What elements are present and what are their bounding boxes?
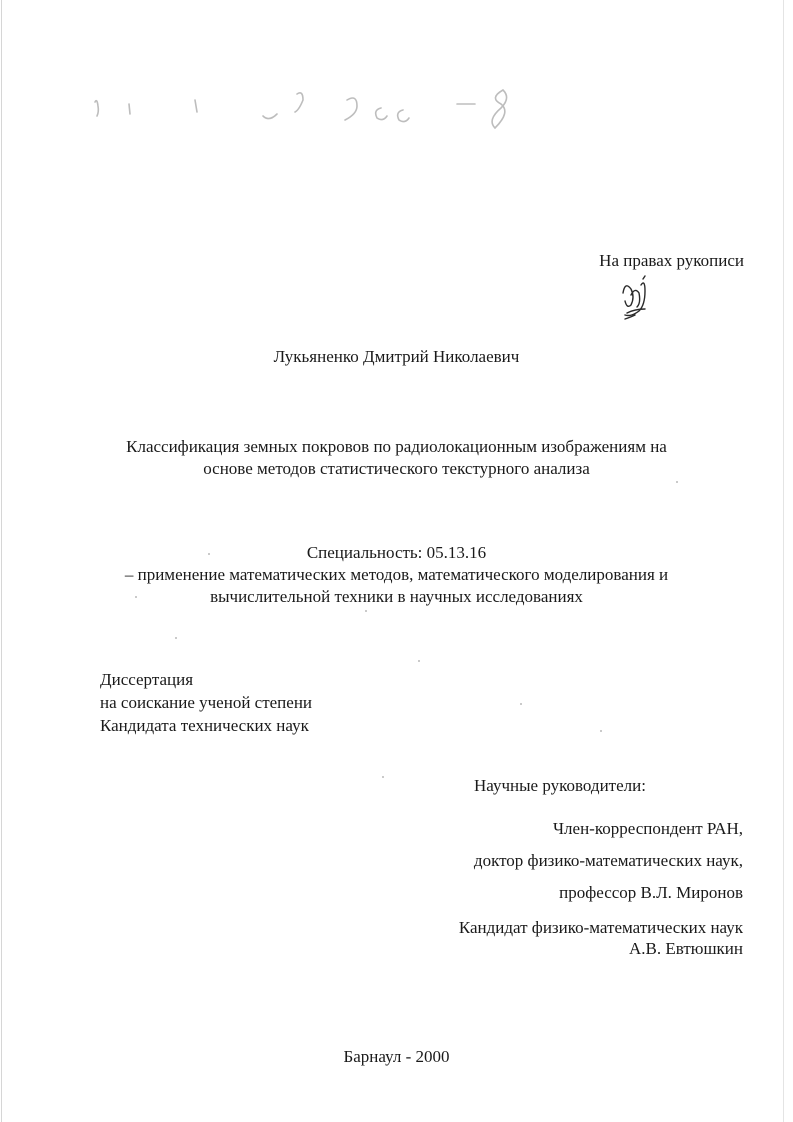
manuscript-rights-note: На правах рукописи: [599, 251, 744, 270]
archive-number-mark: [85, 80, 525, 140]
dissertation-line: на соискание ученой степени: [100, 693, 313, 712]
signature-mark: [615, 273, 659, 323]
advisors-heading: Научные руководители:: [474, 776, 646, 795]
scan-speck: [135, 596, 137, 598]
dissertation-block: [100, 668, 312, 737]
scan-speck: [676, 481, 678, 483]
scan-speck: [175, 637, 177, 639]
dissertation-line: Кандидата технических наук: [100, 716, 309, 735]
scan-speck: [600, 730, 602, 732]
dissertation-line: Диссертация: [100, 670, 194, 689]
scan-speck: [418, 660, 420, 662]
advisor-line: профессор В.Л. Миронов: [559, 883, 743, 902]
scan-speck: [365, 610, 367, 612]
title-line: основе методов статистического текстурного анализа: [203, 459, 590, 478]
place-and-year: Барнаул - 2000: [343, 1047, 450, 1066]
scan-speck: [520, 703, 522, 705]
specialty-label: Специальность: 05.13.16: [306, 543, 487, 562]
specialty-description-line: вычислительной техники в научных исследованиях: [210, 587, 583, 606]
specialty-description-line: – применение математических методов, математического моделирования и: [124, 565, 669, 584]
advisor-line: доктор физико-математических наук,: [473, 851, 743, 870]
advisor-line: А.В. Евтюшкин: [628, 939, 743, 958]
advisor-line: Член-корреспондент РАН,: [553, 819, 743, 838]
author-name: Лукьяненко Дмитрий Николаевич: [273, 347, 520, 366]
scan-speck: [208, 553, 210, 555]
title-line: Классификация земных покровов по радиолокационным изображениям на: [126, 437, 667, 456]
scan-speck: [382, 776, 384, 778]
advisor-line: Кандидат физико-математических наук: [458, 918, 743, 937]
